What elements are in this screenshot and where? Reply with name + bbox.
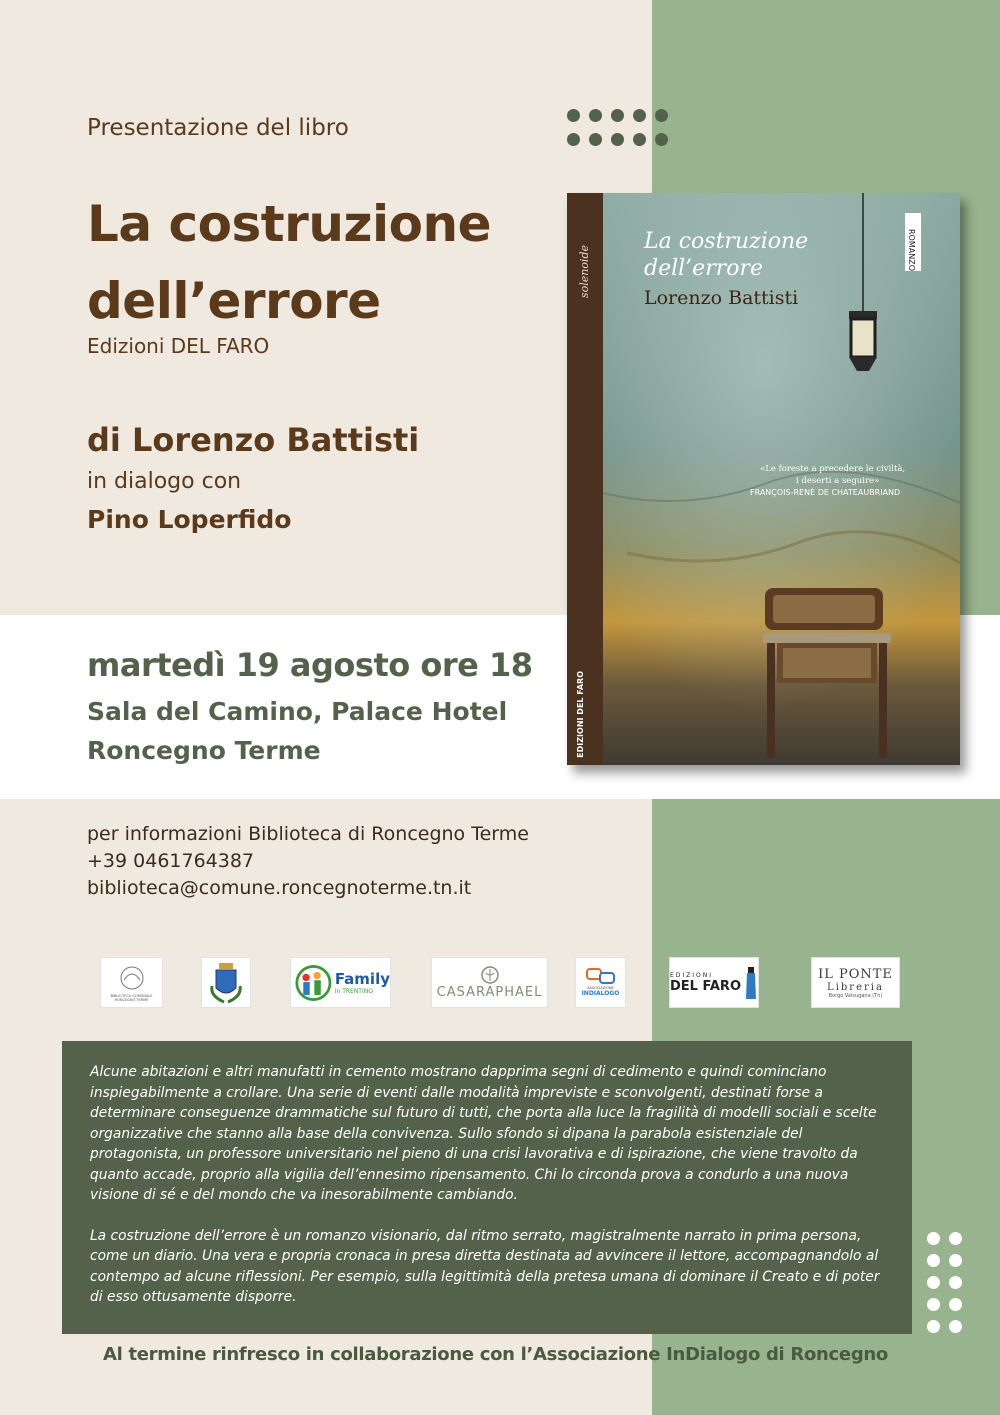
delfaro-logo-text-2: DEL FARO: [670, 978, 741, 994]
indialogo-logo-text-1: ASSOCIAZIONE: [587, 986, 614, 990]
dialog-label: in dialogo con: [87, 469, 242, 494]
book-cover-art: [567, 193, 960, 765]
biblioteca-logo-text-1: BIBLIOTECA COMUNALE: [110, 993, 153, 998]
cover-quote-1: «Le foreste a precedere le civiltà,: [760, 464, 906, 474]
cover-spine-logo-line-1: EDIZIONI: [576, 717, 585, 758]
family-logo-subtext: in TRENTINO: [334, 988, 373, 995]
cover-author: Lorenzo Battisti: [644, 287, 799, 309]
il-ponte-libreria-logo: [811, 957, 900, 1008]
title-line-1: La costruzione: [87, 195, 492, 253]
ilponte-logo-text-1: IL PONTE: [818, 966, 893, 982]
synopsis-paragraph-2: La costruzione dell’errore è un romanzo visionario, dal ritmo serrato, magistralmente narrato in prima persona, come un diario. Una vera e propria cronaca in presa diretta destinata ad avvincere il lettore, accompagnandolo al contempo ad alcune riflessioni. Per esempio, sulla legittimità della pretesa umana di dominare il Creato e di poter di esso ottusamente disporre.: [90, 1227, 880, 1305]
cover-title-1: La costruzione: [644, 229, 809, 254]
book-cover: [567, 193, 960, 765]
ilponte-logo-text-2: Libreria: [827, 981, 884, 993]
publisher: Edizioni DEL FARO: [87, 334, 270, 358]
bottom-dot-grid: [927, 1232, 962, 1333]
event-date: martedì 19 agosto ore 18: [87, 646, 533, 684]
kicker: Presentazione del libro: [87, 115, 349, 141]
cover-genre: ROMANZO: [907, 229, 916, 271]
comune-crest-logo: [201, 957, 251, 1008]
delfaro-logo-text-1: EDIZIONI: [670, 971, 714, 979]
info-email: biblioteca@comune.roncegnoterme.tn.it: [87, 877, 472, 899]
event-venue: Sala del Camino, Palace Hotel: [87, 697, 508, 726]
event-town: Roncegno Terme: [87, 736, 321, 765]
ilponte-logo-text-3: Borgo Valsugana (Tn): [828, 992, 883, 999]
cover-quote-author: FRANÇOIS-RENÉ DE CHATEAUBRIAND: [750, 488, 901, 497]
casaraphael-logo: [431, 957, 548, 1008]
lighthouse-icon: [744, 965, 758, 1001]
family-trentino-logo: [290, 957, 391, 1008]
info-phone: +39 0461764387: [87, 850, 255, 872]
cover-title-2: dell’errore: [644, 256, 764, 281]
cover-series: solenoide: [578, 245, 591, 299]
cover-spine-logo: [576, 671, 585, 758]
family-logo-text: Family: [334, 970, 390, 988]
biblioteca-logo: [100, 957, 163, 1008]
cover-quote-2: i deserti a seguire»: [796, 476, 880, 486]
title-line-2: dell’errore: [87, 272, 381, 330]
cover-spine-logo-line-2: DEL FARO: [576, 671, 585, 715]
edizioni-del-faro-logo: [669, 957, 759, 1008]
footer-note: Al termine rinfresco in collaborazione con l’Associazione InDialogo di Roncegno: [103, 1344, 888, 1365]
indialogo-logo-text-2: INDIALOGO: [581, 990, 620, 997]
guest-name: Pino Loperfido: [87, 505, 292, 534]
author-byline: di Lorenzo Battisti: [87, 421, 420, 459]
biblioteca-logo-text-2: RONCEGNO TERME: [114, 997, 149, 1002]
top-dot-grid: [567, 109, 668, 146]
indialogo-logo: [575, 957, 626, 1008]
synopsis-paragraph-1: Alcune abitazioni e altri manufatti in cemento mostrano dapprima segni di cedimento e quindi cominciano inspiegabilmente a crollare. Una serie di eventi dalle modalità impreviste e sconvolgenti, destinati forse a determinare conseguenze drammatiche sul futuro di tutti, che porta alla luce la fragilità di modelli sociali e scelte organizzative che stanno alla base della convivenza. Sullo sfondo si dipana la parabola esistenziale del protagonista, un professore universitario nel pieno di una crisi lavorativa e di ispirazione, che viene travolto da quanto accade, proprio alla vigilia dell’ennesimo ripensamento. Chi lo circonda prova a condurlo a una nuova visione di sé e del mondo che va inesorabilmente cambiando.: [90, 1064, 877, 1203]
info-line: per informazioni Biblioteca di Roncegno Terme: [87, 823, 529, 845]
casaraphael-logo-text: CASARAPHAEL: [436, 985, 543, 1000]
synopsis-box: [62, 1041, 912, 1334]
